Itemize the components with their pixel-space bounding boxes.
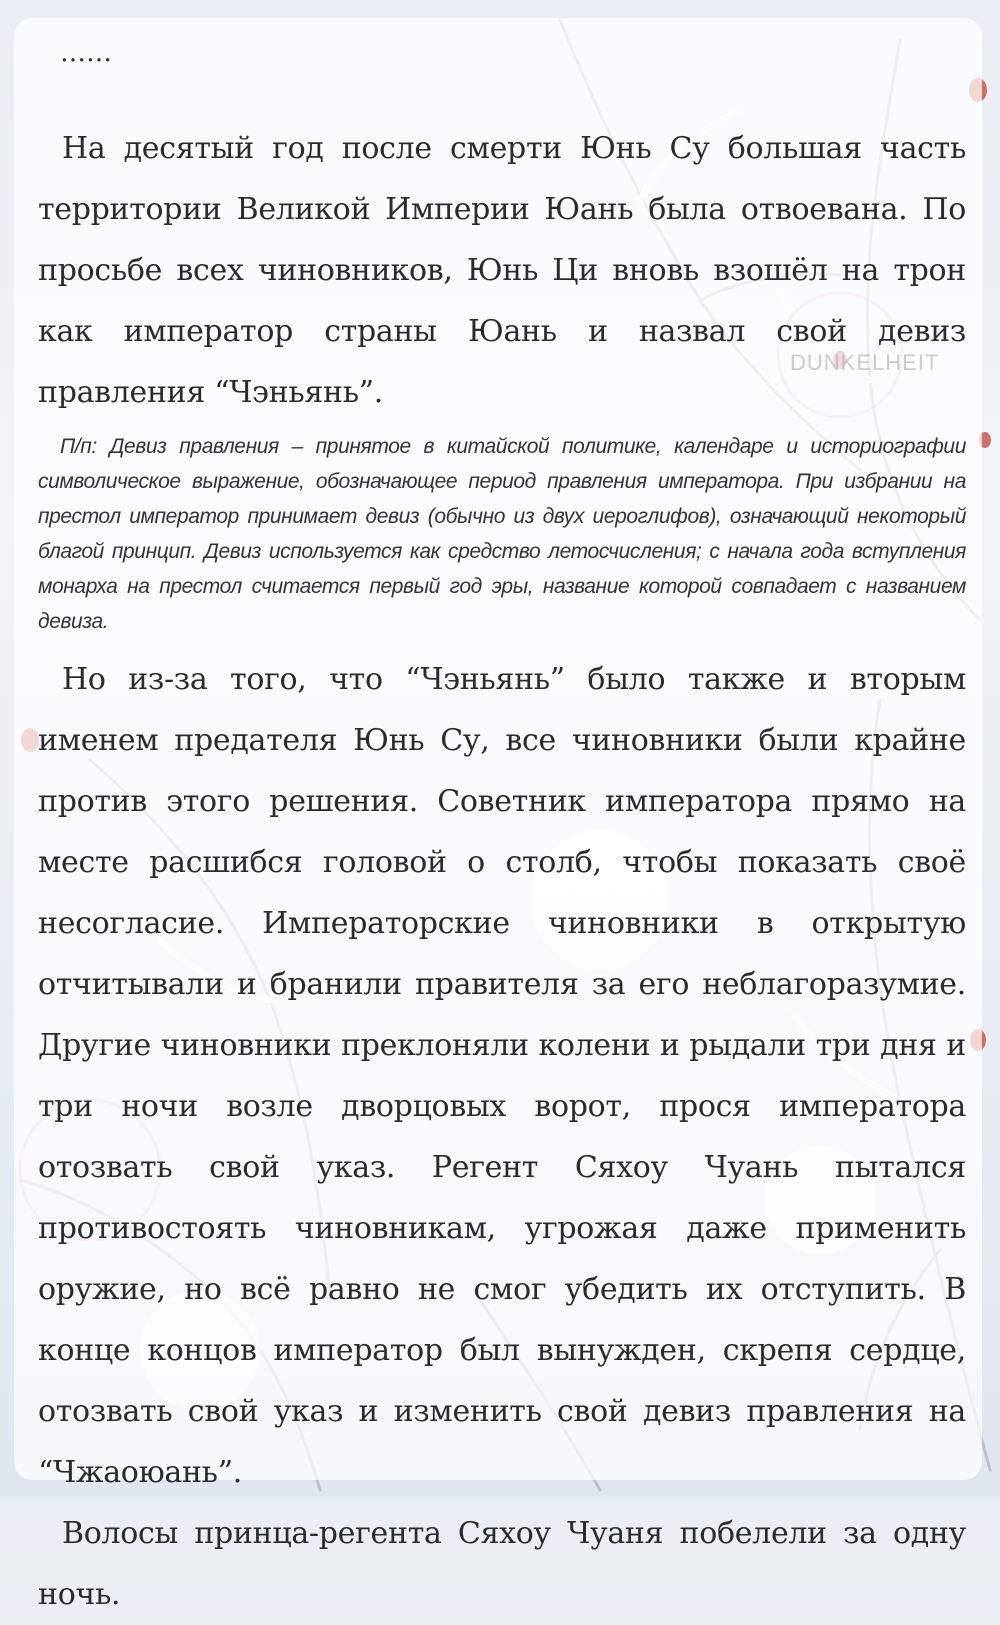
chapter-text	[38, 40, 966, 1625]
paragraph-1: На десятый год после смерти Юнь Су большая часть территории Великой Империи Юань была отвоевана. По просьбе всех чиновников, Юнь Ци вновь взошёл на трон как император страны Юань и назвал свой девиз правления “Чэньянь”.	[38, 131, 966, 410]
paragraph-3: Волосы принца-регента Сяхоу Чуаня побелели за одну ночь.	[38, 1516, 966, 1612]
paragraph-2: Но из-за того, что “Чэньянь” было также и вторым именем предателя Юнь Су, все чиновники были крайне против этого решения. Советник императора прямо на месте расшибся головой о столб, чтобы показать своё несогласие. Императорские чиновники в открытую отчитывали и бранили правителя за его неблагоразумие. Другие чиновники преклоняли колени и рыдали три дня и три ночи возле дворцовых ворот, прося императора отозвать свой указ. Регент Сяхоу Чуань пытался противостоять чиновникам, угрожая даже применить оружие, но всё равно не смог убедить их отступить. В конце концов император был вынужден, скрепя сердце, отозвать свой указ и изменить свой девиз правления на “Чжаоюань”.	[38, 662, 966, 1490]
opening-ellipsis: ……	[60, 38, 112, 68]
watermark: DUNKELHEIT	[790, 350, 940, 375]
translator-note: П/п: Девиз правления – принятое в китайской политике, календаре и историографии символическое выражение, обозначающее период правления императора. При избрании на престол император принимает девиз (обычно из двух иероглифов), означающий некоторый благой принцип. Девиз используется как средство летосчисления; с начала года вступления монарха на престол считается первый год эры, название которой совпадает с названием девиза.	[38, 435, 966, 633]
